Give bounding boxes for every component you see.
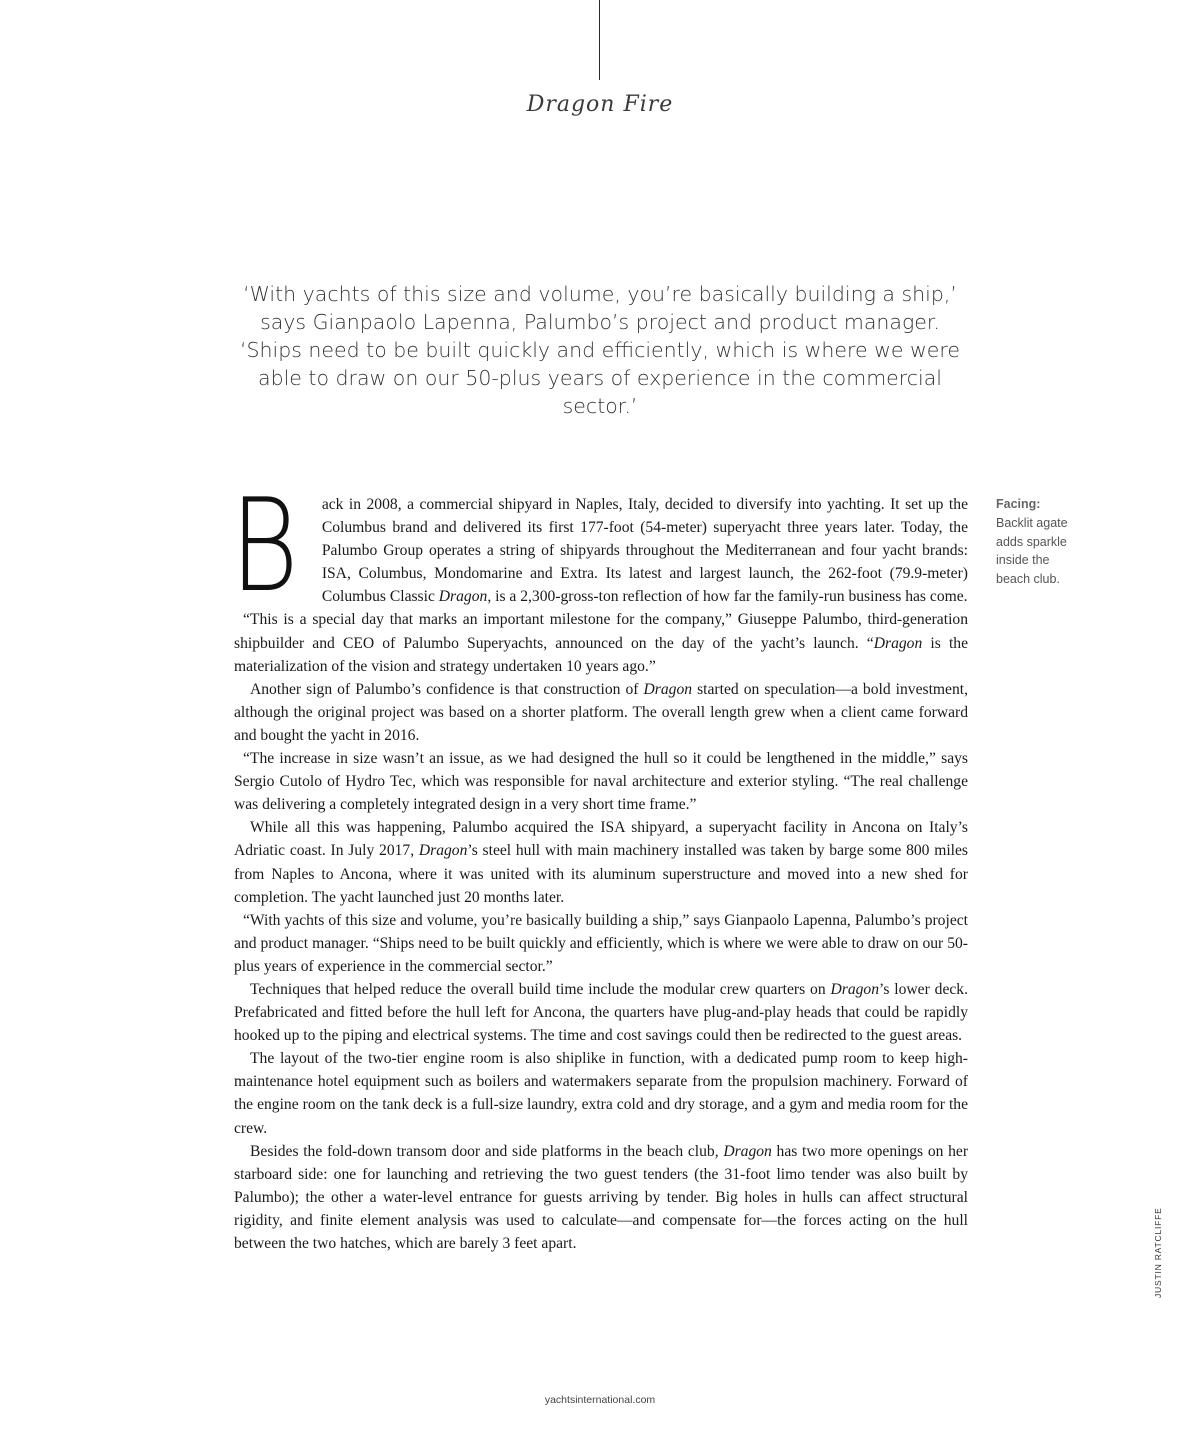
photo-credit: JUSTIN RATCLIFFE bbox=[1153, 1207, 1163, 1298]
yacht-name: Dragon bbox=[438, 588, 488, 606]
top-rule bbox=[599, 0, 600, 80]
paragraph-4: “The increase in size wasn’t an issue, as we had designed the hull so it could be lengthened in the middle,” says Sergio Cutolo of Hydro Tec, which was responsible for naval architecture and exterior styling. “The real challenge was delivering a completely integrated design in a very short time frame.” bbox=[234, 750, 968, 814]
paragraph-2: “This is a special day that marks an important milestone for the company,” Giuseppe Palumbo, third-generation shipbuilder and CEO of Palumbo Superyachts, announced on the day of the yacht’s launch. “Dragon is the materialization of the vision and strategy undertaken 10 years ago.” bbox=[234, 611, 969, 675]
yacht-name: Dragon bbox=[830, 980, 880, 998]
footer-url: yachtsinternational.com bbox=[544, 1394, 656, 1406]
yacht-name: Dragon bbox=[418, 842, 468, 860]
paragraph-6: “With yachts of this size and volume, you’re basically building a ship,” says Gianpaolo Lapenna, Palumbo’s project and product manager. “Ships need to be built quickly and efficiently, which is where we were able to draw on our 50-plus years of experience in the commercial sector.” bbox=[234, 911, 968, 975]
pull-quote: ‘With yachts of this size and volume, you’re basically building a ship,’ says Gianpaolo Lapenna, Palumbo’s project and product manager. ‘Ships need to be built quickly and efficiently, which is where we were able to draw on our 50-plus years of experience in the commercial sector.’ bbox=[240, 282, 961, 418]
paragraph-1: B ack in 2008, a commercial shipyard in Naples, Italy, decided to diversify into yachting. It set up the Columbus brand and delivered its first 177-foot (54-meter) superyacht three years later. Today, the Palumbo Group operates a string of shipyards throughout the Mediterranean and four yacht brands: ISA, Columbus, Mondomarine and Extra. Its latest and largest launch, the 262-foot (79.9-meter) Columbus Classic Dragon, is a 2,300-gross-ton reflection of how far the family-run business has come. bbox=[230, 472, 968, 621]
paragraph-3: Another sign of Palumbo’s confidence is that construction of Dragon started on speculation—a bold investment, although the original project was based on a shorter platform. The overall length grew when a client came forward and bought the yacht in 2016. bbox=[234, 680, 968, 744]
paragraph-9: Besides the fold-down transom door and side platforms in the beach club, Dragon has two more openings on her starboard side: one for launching and retrieving the two guest tenders (the 31-foot limo tender was also built by Palumbo); the other a water-level entrance for guests arriving by tender. Big holes in hulls can affect structural rigidity, and finite element analysis was used to calculate—and compensate for—the forces acting on the hull between the two hatches, which are barely 3 feet apart. bbox=[234, 1142, 969, 1252]
drop-cap: B bbox=[230, 472, 299, 621]
section-title: Dragon Fire bbox=[526, 92, 674, 117]
photo-caption bbox=[996, 495, 1086, 589]
caption-text: Backlit agate adds sparkle inside the beach club. bbox=[996, 515, 1068, 587]
yacht-name: Dragon bbox=[723, 1142, 772, 1160]
yacht-name: Dragon bbox=[873, 634, 923, 652]
yacht-name: Dragon bbox=[643, 680, 693, 698]
article-body bbox=[230, 472, 969, 1255]
paragraph-8: The layout of the two-tier engine room is also shiplike in function, with a dedicated pump room to keep high-maintenance hotel equipment such as boilers and watermakers separate from the propulsion machinery. Forward of the engine room on the tank deck is a full-size laundry, extra cold and dry storage, and a gym and media room for the crew. bbox=[234, 1050, 968, 1137]
paragraph-7: Techniques that helped reduce the overall build time include the modular crew quarters on Dragon’s lower deck. Prefabricated and fitted before the hull left for Ancona, the quarters have plug-and-play heads that could be rapidly hooked up to the piping and electrical systems. The time and cost savings could then be redirected to the guest areas. bbox=[234, 980, 968, 1045]
caption-lead: Facing: bbox=[996, 497, 1041, 511]
paragraph-5: While all this was happening, Palumbo acquired the ISA shipyard, a superyacht facility in Ancona on Italy’s Adriatic coast. In July 2017, Dragon’s steel hull with main machinery installed was taken by barge some 800 miles from Naples to Ancona, where it was united with its aluminum superstructure and moved into a new shed for completion. The yacht launched just 20 months later. bbox=[234, 819, 968, 906]
